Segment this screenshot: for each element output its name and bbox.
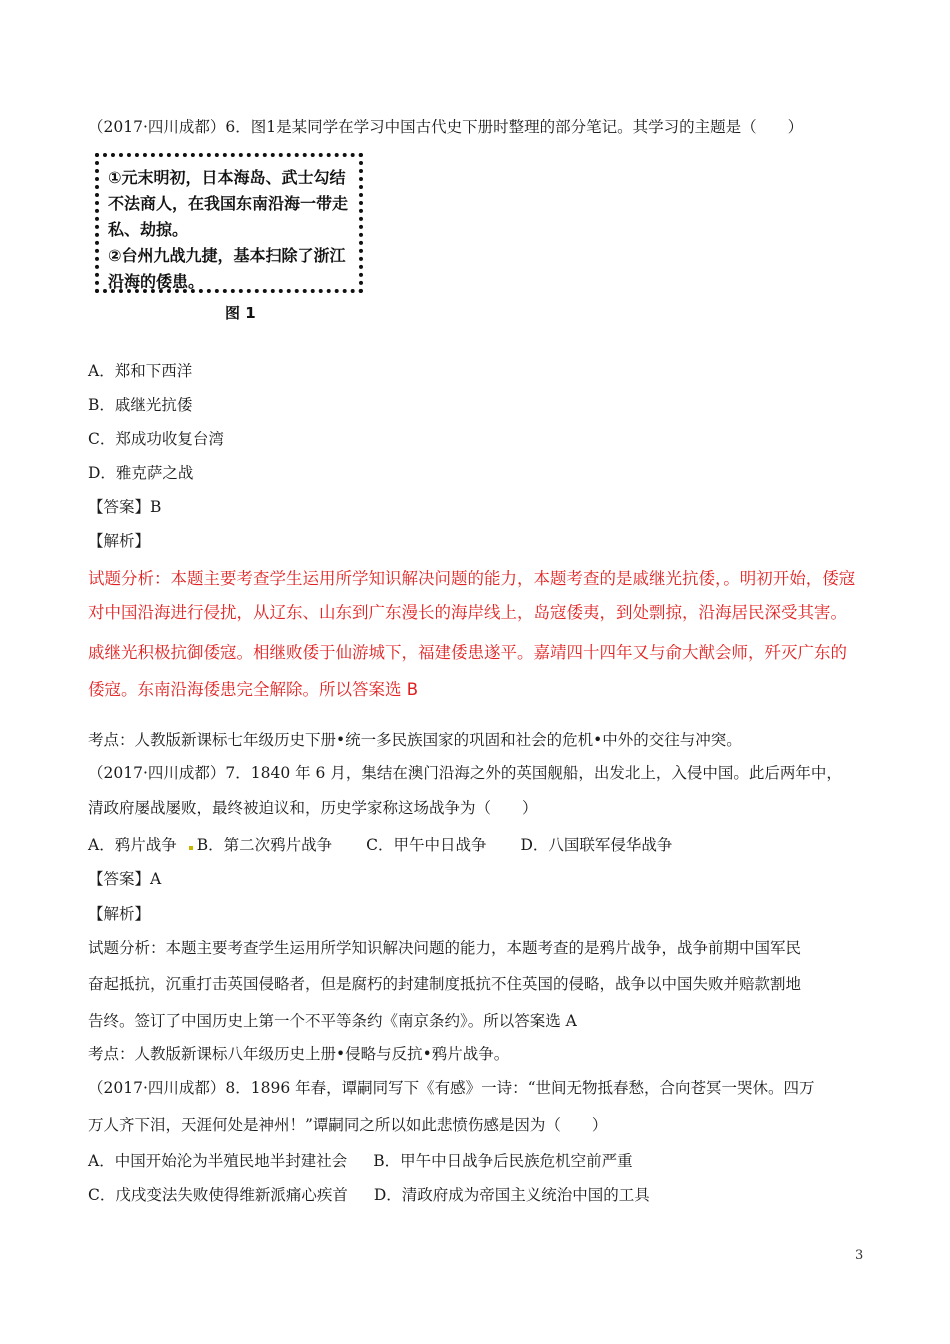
q6-analysis-line: 倭寇。东南沿海倭患完全解除。所以答案选 B bbox=[88, 680, 419, 699]
q6-option-b: B．戚继光抗倭 bbox=[88, 396, 193, 414]
page-number: 3 bbox=[855, 1248, 864, 1263]
q6-stem: （2017·四川成都）6．图1是某同学在学习中国古代史下册时整理的部分笔记。其学习的主题是（ ） bbox=[88, 118, 804, 136]
q7-kaodian: 考点：人教版新课标八年级历史上册•侵略与反抗•鸦片战争。 bbox=[88, 1045, 510, 1063]
note-figure bbox=[95, 153, 363, 293]
q8-option-c: C．戊戌变法失败使得维新派痛心疾首 bbox=[88, 1186, 348, 1204]
q7-options bbox=[88, 834, 672, 856]
q7-option-b: B．第二次鸦片战争 bbox=[196, 836, 333, 854]
note-line: 不法商人，在我国东南沿海一带走 bbox=[108, 194, 349, 213]
q8-options-row-2 bbox=[88, 1184, 650, 1206]
q6-analysis-label: 【解析】 bbox=[88, 532, 151, 550]
q7-option-a: A．鸦片战争 bbox=[88, 836, 177, 854]
q8-option-b: B．甲午中日战争后民族危机空前严重 bbox=[373, 1152, 633, 1170]
marker-dot bbox=[189, 846, 193, 850]
q6-answer: 【答案】B bbox=[88, 498, 162, 516]
q7-option-d: D．八国联军侵华战争 bbox=[520, 836, 673, 854]
q7-analysis-line: 试题分析：本题主要考查学生运用所学知识解决问题的能力，本题考查的是鸦片战争，战争前期中国军民 bbox=[88, 939, 802, 957]
q6-option-a: A．郑和下西洋 bbox=[88, 362, 193, 380]
q8-stem-line: （2017·四川成都）8．1896 年春，谭嗣同写下《有感》一诗：“世间无物抵春愁，合向苍冥一哭休。四万 bbox=[88, 1079, 815, 1097]
note-line: ②台州九战九捷，基本扫除了浙江 bbox=[108, 246, 346, 265]
q6-analysis-line: 对中国沿海进行侵扰，从辽东、山东到广东漫长的海岸线上，岛寇倭夷，到处剽掠，沿海居民深受其害。 bbox=[88, 603, 847, 622]
q8-stem-line: 万人齐下泪，天涯何处是神州！”谭嗣同之所以如此悲愤伤感是因为（ ） bbox=[88, 1116, 608, 1134]
q7-stem-line: 清政府屡战屡败，最终被迫议和，历史学家称这场战争为（ ） bbox=[88, 799, 538, 817]
q8-options-row-1 bbox=[88, 1150, 633, 1172]
q6-analysis-line: 试题分析：本题主要考查学生运用所学知识解决问题的能力，本题考查的是戚继光抗倭，。明初开始，倭寇 bbox=[88, 569, 856, 588]
q6-option-c: C．郑成功收复台湾 bbox=[88, 430, 224, 448]
figure-caption: 图 1 bbox=[225, 304, 256, 322]
q7-stem-line: （2017·四川成都）7．1840 年 6 月，集结在澳门沿海之外的英国舰船，出发北上，入侵中国。此后两年中， bbox=[88, 764, 842, 782]
q8-option-d: D．清政府成为帝国主义统治中国的工具 bbox=[373, 1186, 650, 1204]
q6-kaodian: 考点：人教版新课标七年级历史下册•统一多民族国家的巩固和社会的危机•中外的交往与冲突。 bbox=[88, 731, 742, 749]
q8-option-a: A．中国开始沦为半殖民地半封建社会 bbox=[88, 1152, 348, 1170]
q7-analysis-line: 奋起抵抗，沉重打击英国侵略者，但是腐朽的封建制度抵抗不住英国的侵略，战争以中国失败并赔款割地 bbox=[88, 975, 802, 993]
note-line: ①元末明初，日本海岛、武士勾结 bbox=[108, 168, 346, 187]
q7-analysis-line: 告终。签订了中国历史上第一个不平等条约《南京条约》。所以答案选 A bbox=[88, 1012, 577, 1030]
q6-analysis-line: 戚继光积极抗御倭寇。相继败倭于仙游城下，福建倭患遂平。嘉靖四十四年又与俞大猷会师，歼灭广东的 bbox=[88, 643, 847, 662]
q6-option-d: D．雅克萨之战 bbox=[88, 464, 194, 482]
note-line: 沿海的倭患。 bbox=[108, 272, 205, 291]
q7-option-c: C．甲午中日战争 bbox=[366, 836, 487, 854]
q7-answer: 【答案】A bbox=[88, 870, 162, 888]
note-line: 私、劫掠。 bbox=[108, 220, 189, 239]
q7-analysis-label: 【解析】 bbox=[88, 905, 151, 923]
